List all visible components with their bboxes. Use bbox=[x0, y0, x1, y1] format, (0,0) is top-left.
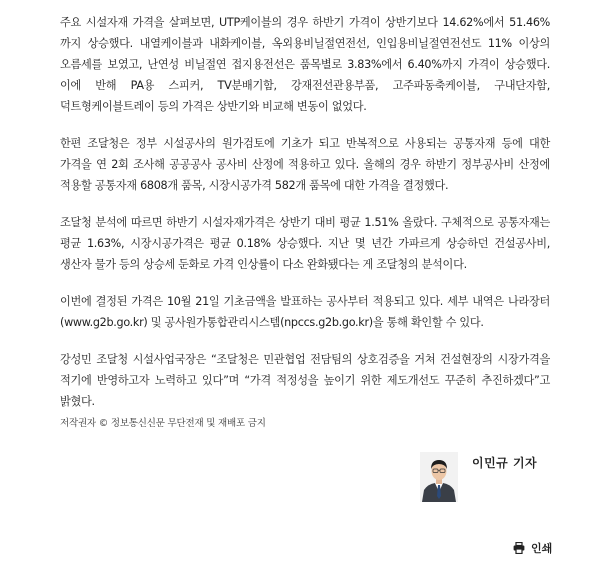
article-paragraph: 조달청 분석에 따르면 하반기 시설자재가격은 상반기 대비 평균 1.51% 올랐다. 구체적으로 공통자재는 평균 1.63%, 시장시공가격은 평균 0.18% 상승했다. 지난 몇 년간 가파르게 상승하던 건설공사비, 생산자 물가 등의 상승세 둔화로 가격 인상률이 다소 완화됐다는 게 조달청의 분석이다. bbox=[60, 216, 550, 271]
print-button[interactable] bbox=[513, 540, 552, 556]
copyright-notice: 저작권자 © 정보통신신문 무단전재 및 재배포 금지 bbox=[60, 418, 266, 429]
article-paragraph: 한편 조달청은 정부 시설공사의 원가검토에 기초가 되고 반복적으로 사용되는 공통자재 등에 대한 가격을 연 2회 조사해 공공공사 공사비 산정에 적용하고 있다. 올해의 경우 하반기 정부공사비 산정에 적용할 공통자재 6808개 품목, 시장시공가격 582개 품목에 대한 가격을 결정했다. bbox=[60, 137, 550, 192]
reporter-name[interactable]: 이민규 기자 bbox=[472, 456, 538, 470]
printer-icon bbox=[513, 542, 525, 554]
article-paragraph: 주요 시설자재 가격을 살펴보면, UTP케이블의 경우 하반기 가격이 상반기보다 14.62%에서 51.46%까지 상승했다. 내열케이블과 내화케이블, 옥외용비닐절연전선, 인입용비닐절연전선도 11% 이상의 오름세를 보였고, 난연성 비닐절연 접지용전선은 품목별로 3.83%에서 6.40%까지 가격이 상승했다. 이에 반해 PA용 스피커, TV분배기함, 강재전선관용부품, 고주파동축케이블, 구내단자함, 덕트형케이블트레이 등의 가격은 상반기와 비교해 변동이 없었다. bbox=[60, 16, 550, 113]
print-button-label: 인쇄 bbox=[531, 542, 553, 555]
article-paragraph: 이번에 결정된 가격은 10월 21일 기초금액을 발표하는 공사부터 적용되고 있다. 세부 내역은 나라장터(www.g2b.go.kr) 및 공사원가통합관리시스템(npccs.g2b.go.kr)을 통해 확인할 수 있다. bbox=[60, 295, 550, 329]
article-paragraph: 강성민 조달청 시설사업국장은 “조달청은 민관협업 전담팀의 상호검증을 거쳐 건설현장의 시장가격을 적기에 반영하고자 노력하고 있다”며 “가격 적정성을 높이기 위한 제도개선도 꾸준히 추진하겠다”고 밝혔다. bbox=[60, 353, 550, 408]
article-body bbox=[60, 12, 550, 428]
reporter-byline bbox=[420, 452, 550, 512]
reporter-photo bbox=[420, 452, 458, 502]
